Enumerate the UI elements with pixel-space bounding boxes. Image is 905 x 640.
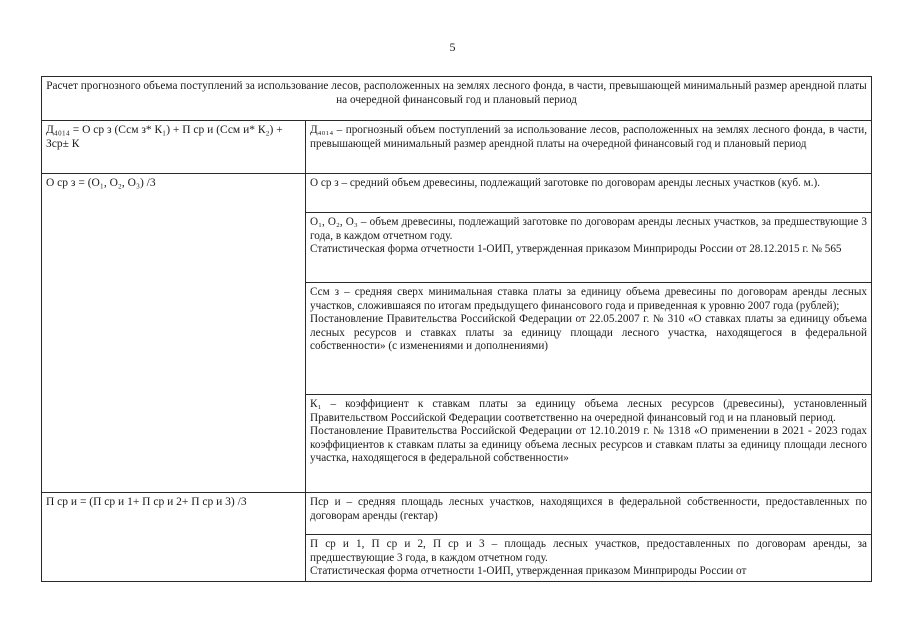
description-cell: К₁ – коэффициент к ставкам платы за единицу объема лесных ресурсов (древесины), установленный Правительством Российской Федерации соответственно на очередной финансовый год и на плановый период. Постановление Правительства Российской Федерации от 12.10.2019 г. № 1318 «О применении в 2021 - 2023 годах коэффициентов к ставкам платы за единицу объема лесных ресурсов и ставкам платы за единицу площади лесного участка, находящегося в федеральной собственности» <box>306 395 872 493</box>
table-header-row <box>42 77 872 121</box>
table-header: Расчет прогнозного объема поступлений за использование лесов, расположенных на землях лесного фонда, в части, превышающей минимальный размер арендной платы на очередной финансовый год и плановый период <box>42 77 872 121</box>
description-cell: П ср и 1, П ср и 2, П ср и 3 – площадь лесных участков, предоставленных по договорам аренды, за предшествующие 3 года, в каждом отчетном году. Статистическая форма отчетности 1-ОИП, утвержденная приказом Минприроды России от <box>306 535 872 582</box>
page-number: 5 <box>449 40 456 54</box>
formula-cell: Д₄₀₁₄ = О ср з (Ссм з* К₁) + П ср и (Ссм и* К₂) + Зср± К <box>42 121 306 174</box>
description-cell: О ср з – средний объем древесины, подлежащий заготовке по договорам аренды лесных участков (куб. м.). <box>306 174 872 213</box>
description-cell: Ссм з – средняя сверх минимальная ставка платы за единицу объема древесины по договорам аренды лесных участков, сложившаяся по итогам предыдущего финансового года и приведенная к уровню 2007 года (рублей); Постановление Правительства Российской Федерации от 22.05.2007 г. № 310 «О ставках платы за единицу объема лесных ресурсов и ставках платы за единицу площади лесного участка, находящегося в федеральной собственности» (с изменениями и дополнениями) <box>306 283 872 395</box>
table-row <box>42 121 872 174</box>
description-cell: Д₄₀₁₄ – прогнозный объем поступлений за использование лесов, расположенных на землях лесного фонда, в части, превышающей минимальный размер арендной платы на очередной финансовый год и плановый период <box>306 121 872 174</box>
table-row <box>42 493 872 535</box>
table-row <box>42 174 872 213</box>
description-cell: Пср и – средняя площадь лесных участков, находящихся в федеральной собственности, предоставленных по договорам аренды (гектар) <box>306 493 872 535</box>
description-cell: О₁, О₂, О₃ – объем древесины, подлежащий заготовке по договорам аренды лесных участков, за предшествующие 3 года, в каждом отчетном году. Статистическая форма отчетности 1-ОИП, утвержденная приказом Минприроды России от 28.12.2015 г. № 565 <box>306 213 872 283</box>
forecast-table <box>41 76 872 582</box>
formula-cell: О ср з = (О₁, О₂, О₃) /3 <box>42 174 306 493</box>
formula-cell: П ср и = (П ср и 1+ П ср и 2+ П ср и 3) /3 <box>42 493 306 582</box>
